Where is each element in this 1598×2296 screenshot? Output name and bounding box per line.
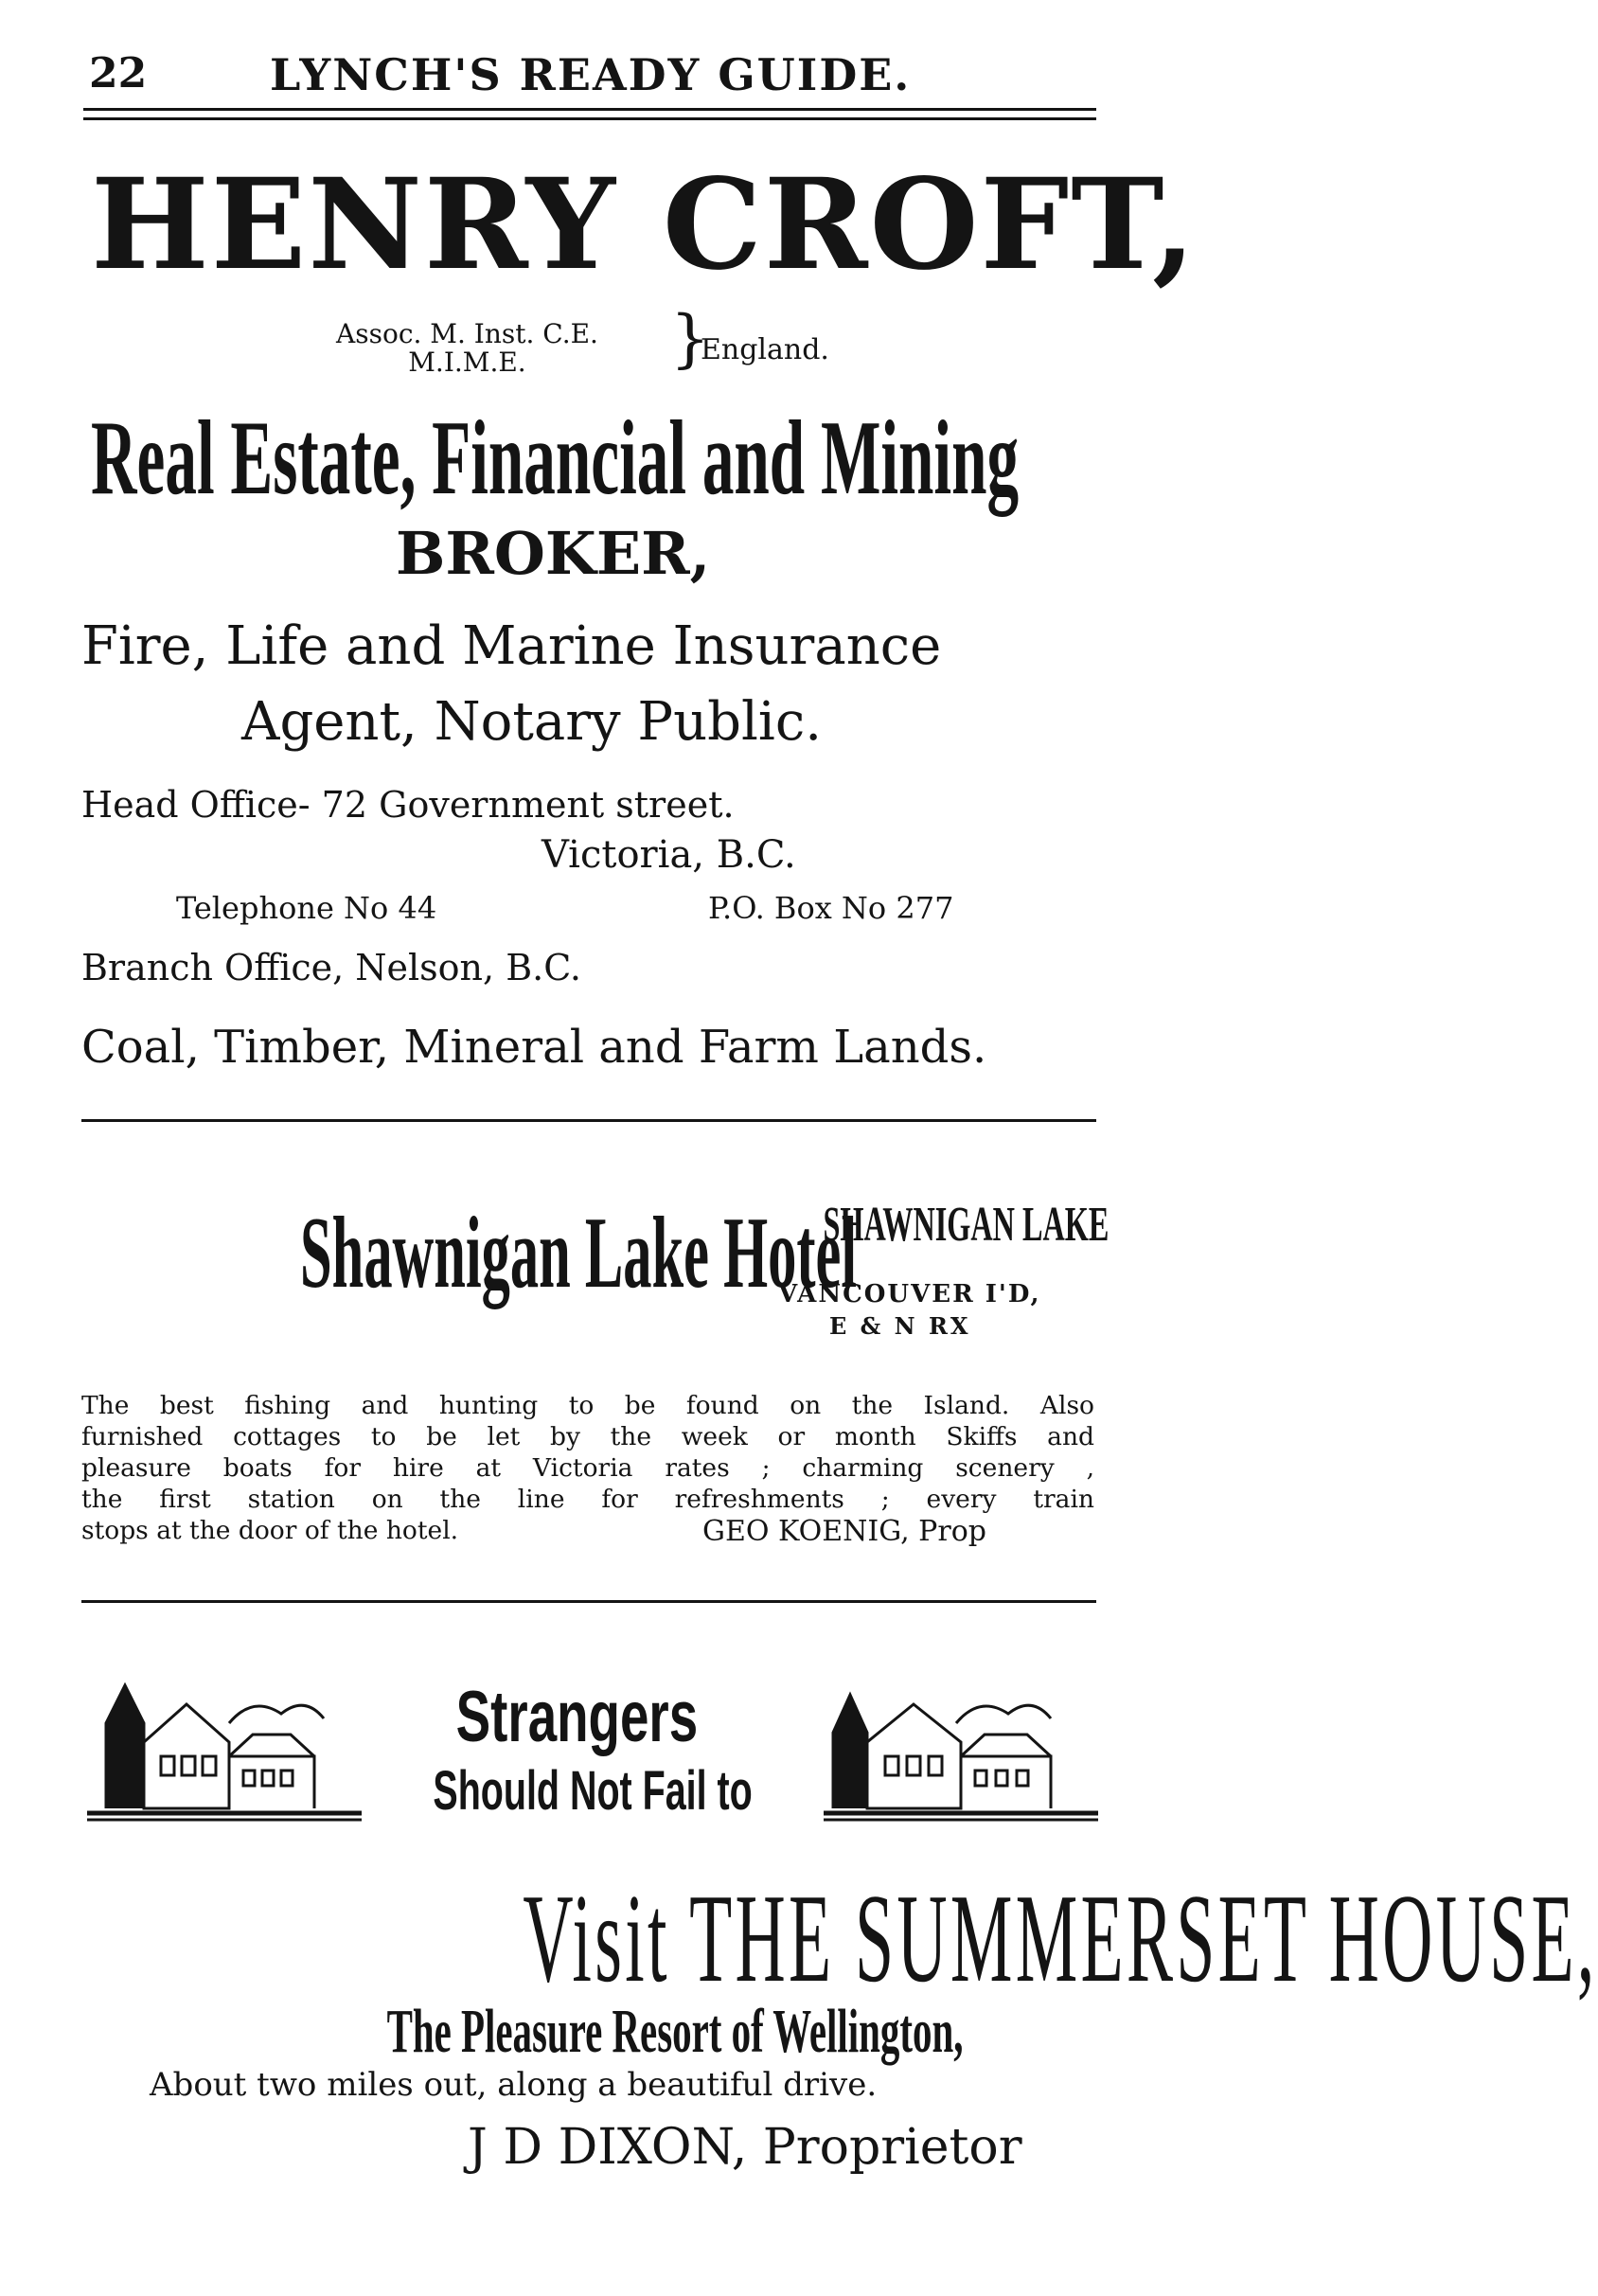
qualification-1: Assoc. M. Inst. C.E.: [336, 318, 598, 349]
croft-broker: BROKER,: [396, 519, 711, 588]
body-line: furnished cottages to be let by the week or month Skiffs and: [81, 1422, 1094, 1451]
header-rule-bottom: [83, 117, 1096, 120]
summerset-proprietor: J D DIXON, Proprietor: [468, 2119, 1022, 2176]
body-line: pleasure boats for hire at Victoria rates ; charming scenery ,: [81, 1453, 1094, 1483]
divider-rule-1: [81, 1119, 1096, 1122]
croft-agent: Agent, Notary Public.: [241, 691, 822, 753]
shawnigan-proprietor: GEO KOENIG, Prop: [702, 1515, 986, 1548]
croft-telephone: Telephone No 44: [176, 890, 437, 926]
summerset-distance: About two miles out, along a beautiful drive.: [150, 2066, 878, 2104]
house-engraving-right-icon: [824, 1666, 1098, 1823]
house-engraving-left-icon: [87, 1666, 362, 1823]
shawnigan-hotel-name: Shawnigan Lake Hotel: [300, 1197, 858, 1309]
body-line: the first station on the line for refreshments ; every train: [81, 1485, 1094, 1514]
summerset-tagline: The Pleasure Resort of Wellington,: [386, 1997, 964, 2066]
page-number: 22: [89, 49, 148, 98]
croft-country: England.: [701, 333, 829, 366]
header-rule-top: [83, 108, 1096, 111]
croft-city: Victoria, B.C.: [542, 833, 796, 877]
croft-name: HENRY CROFT,: [91, 151, 1198, 298]
body-line: stops at the door of the hotel.: [81, 1516, 459, 1545]
summerset-should-not: Should Not Fail to: [433, 1760, 753, 1822]
croft-lands: Coal, Timber, Mineral and Farm Lands.: [81, 1021, 987, 1074]
shawnigan-island: VANCOUVER I'D,: [778, 1280, 1041, 1308]
croft-po-box: P.O. Box No 277: [708, 890, 954, 926]
croft-head-office: Head Office- 72 Government street.: [81, 784, 735, 826]
qualification-2: M.I.M.E.: [408, 347, 526, 378]
brace-icon: }: [670, 302, 710, 375]
croft-qualifications: [336, 320, 598, 377]
croft-insurance: Fire, Life and Marine Insurance: [81, 615, 942, 677]
croft-branch-office: Branch Office, Nelson, B.C.: [81, 947, 581, 988]
summerset-strangers: Strangers: [455, 1677, 699, 1757]
body-line: The best fishing and hunting to be found on the Island. Also: [81, 1391, 1094, 1420]
shawnigan-railway: E & N RX: [829, 1312, 971, 1340]
summerset-visit: Visit THE SUMMERSET HOUSE,: [523, 1868, 1598, 2008]
divider-rule-2: [81, 1600, 1096, 1603]
running-title: LYNCH'S READY GUIDE.: [270, 49, 912, 100]
croft-profession: Real Estate, Financial and Mining: [91, 400, 1020, 517]
shawnigan-location: SHAWNIGAN LAKE: [823, 1198, 1110, 1252]
